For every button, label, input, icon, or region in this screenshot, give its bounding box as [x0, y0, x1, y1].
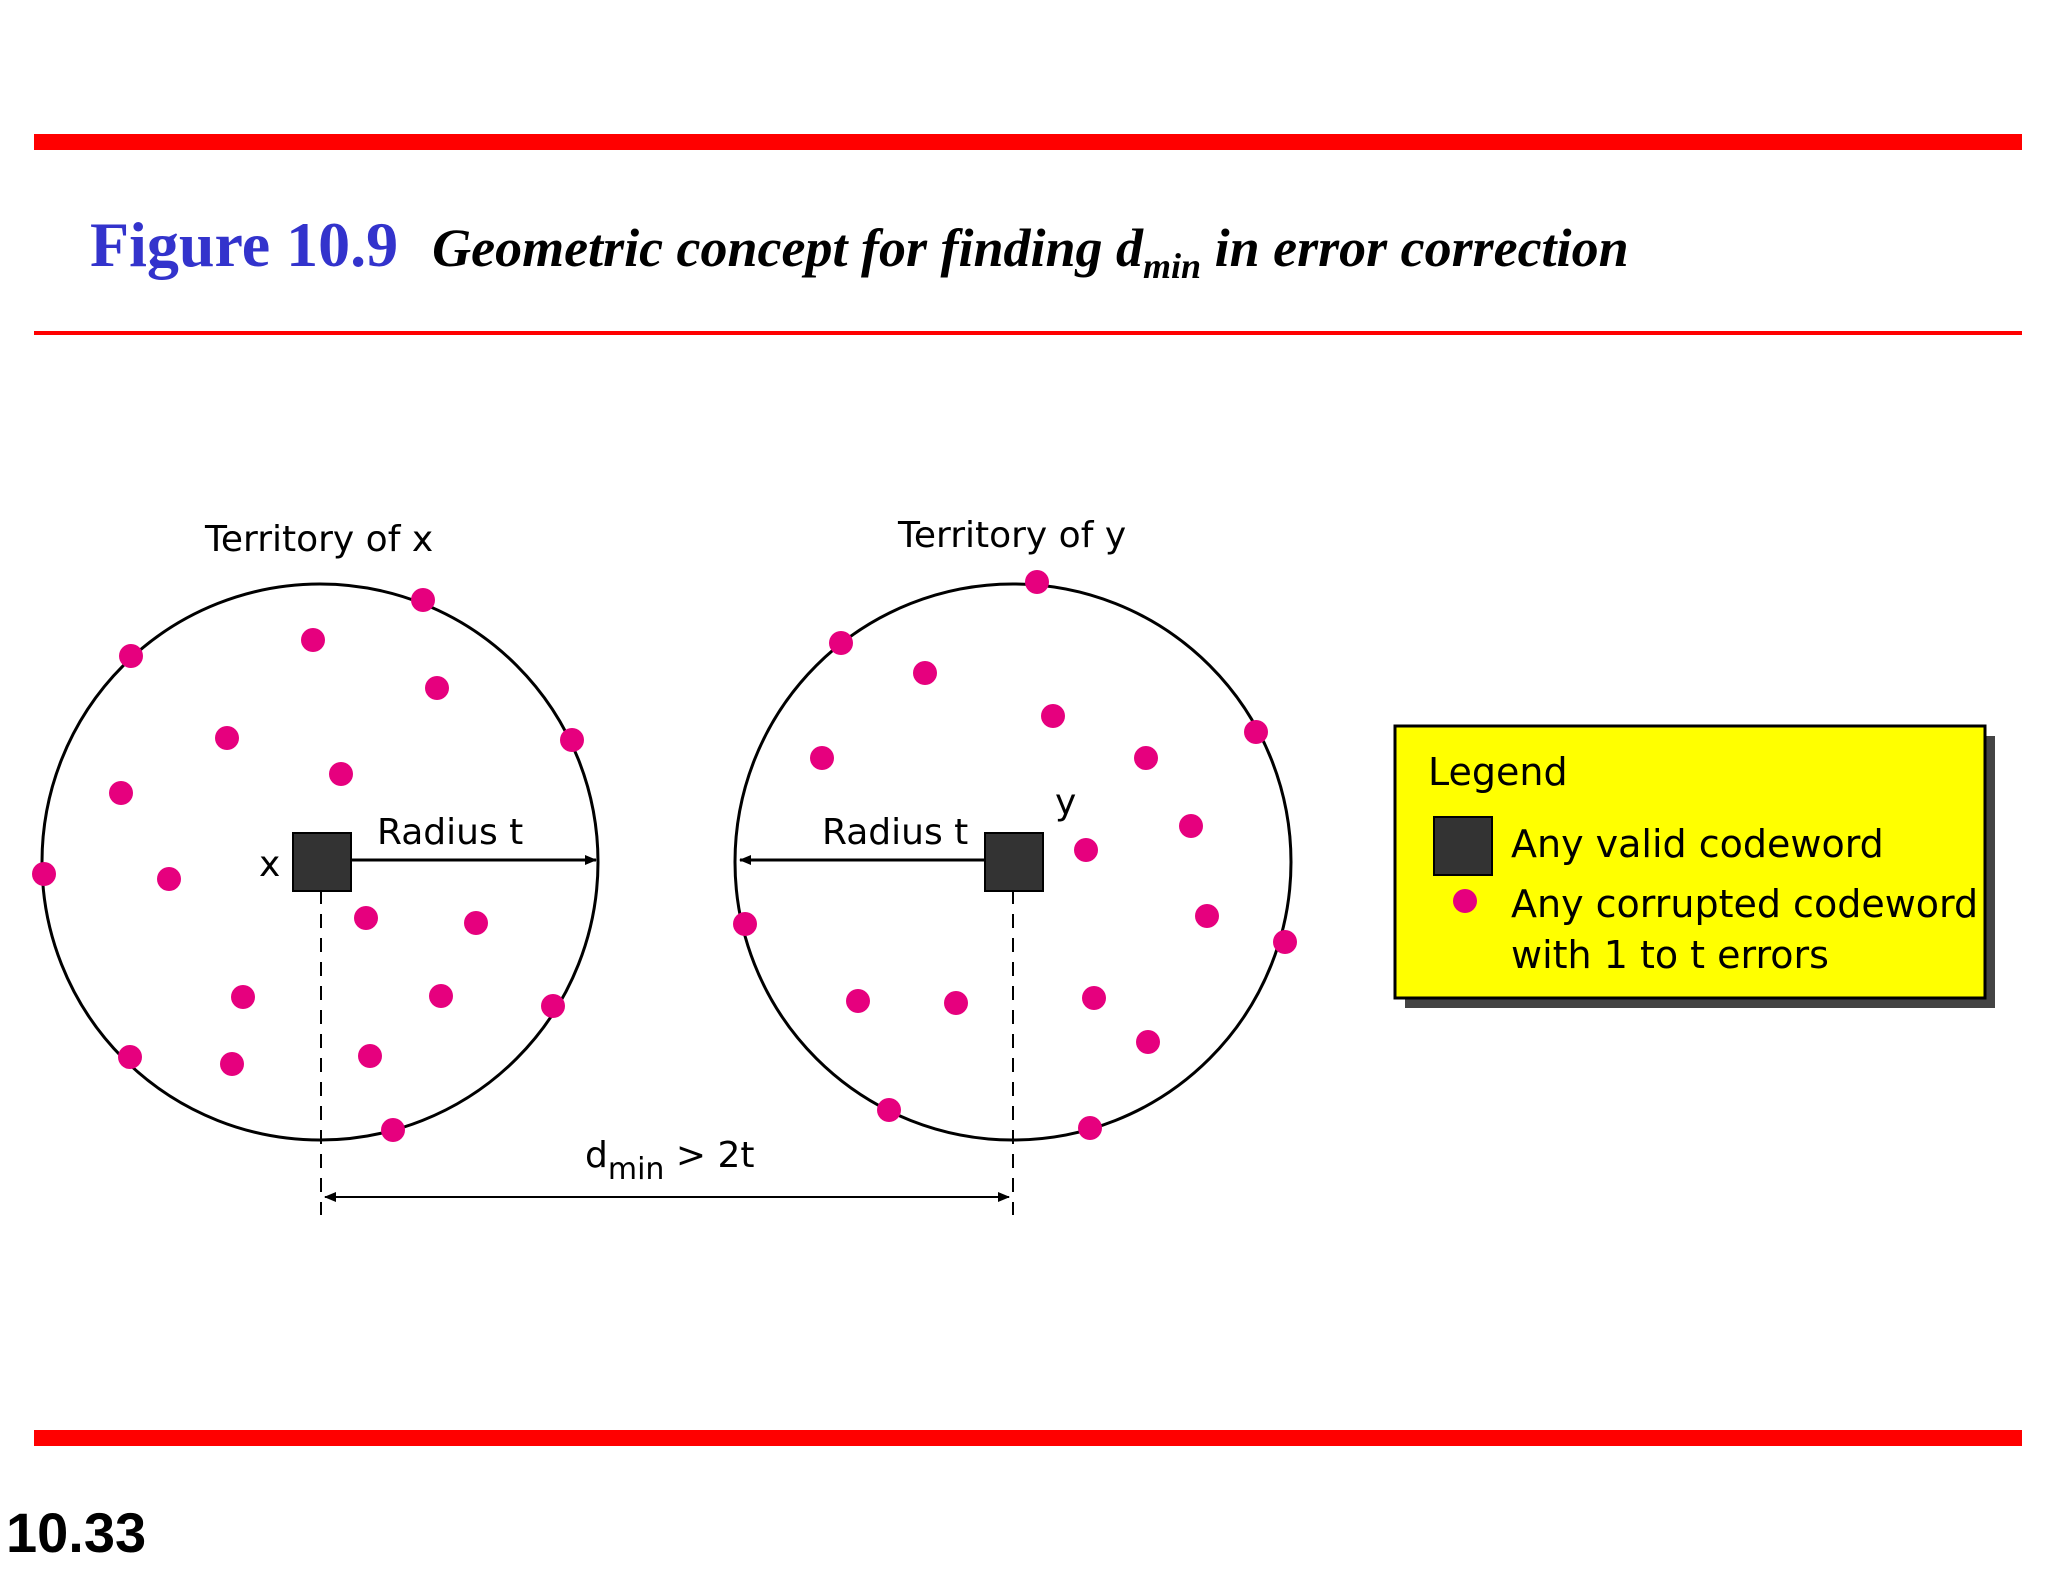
- corrupted-dot: [32, 862, 56, 886]
- corrupted-dot: [944, 991, 968, 1015]
- corrupted-dot: [157, 867, 181, 891]
- corrupted-dot: [215, 726, 239, 750]
- corrupted-dot: [913, 661, 937, 685]
- corrupted-dot: [220, 1052, 244, 1076]
- corrupted-dot: [1078, 1116, 1102, 1140]
- distance-label: [585, 1135, 755, 1187]
- corrupted-dot: [1195, 904, 1219, 928]
- corrupted-dot: [810, 746, 834, 770]
- territory-x-label: Territory of x: [205, 519, 434, 560]
- caption-main: Geometric concept for finding d: [432, 218, 1144, 278]
- corrupted-dot: [733, 912, 757, 936]
- corrupted-dot: [109, 781, 133, 805]
- distance-label-d: d: [585, 1135, 608, 1176]
- corrupted-dot: [301, 628, 325, 652]
- corrupted-dot: [381, 1118, 405, 1142]
- corrupted-dot: [829, 631, 853, 655]
- corrupted-dot: [1074, 838, 1098, 862]
- codeword-x-label: x: [259, 844, 281, 885]
- corrupted-dot: [411, 588, 435, 612]
- caption-subscript: min: [1143, 245, 1202, 286]
- legend-valid-square: [1434, 817, 1492, 875]
- codeword-y-label: y: [1055, 782, 1077, 823]
- corrupted-dot: [425, 676, 449, 700]
- corrupted-dot: [354, 906, 378, 930]
- corrupted-dot: [1244, 720, 1268, 744]
- corrupted-dot: [846, 989, 870, 1013]
- corrupted-dot: [1136, 1030, 1160, 1054]
- corrupted-dot: [119, 644, 143, 668]
- corrupted-dot: [541, 994, 565, 1018]
- legend-corrupted-line1: Any corrupted codeword: [1511, 882, 1979, 926]
- bottom-red-rule: [34, 1430, 2022, 1446]
- legend-valid-label: Any valid codeword: [1511, 822, 1884, 866]
- corrupted-dot: [1273, 930, 1297, 954]
- corrupted-dot: [429, 984, 453, 1008]
- corrupted-dot: [1082, 986, 1106, 1010]
- corrupted-dot: [877, 1098, 901, 1122]
- corrupted-dot: [358, 1044, 382, 1068]
- corrupted-dot: [118, 1045, 142, 1069]
- page-number: 10.33: [6, 1501, 147, 1564]
- legend-title: Legend: [1428, 750, 1568, 794]
- corrupted-dot: [1134, 746, 1158, 770]
- corrupted-dot: [560, 728, 584, 752]
- legend-corrupted-line2: with 1 to t errors: [1511, 933, 1829, 977]
- radius-label-left: Radius t: [377, 812, 524, 853]
- caption-end: in error correction: [1201, 218, 1629, 278]
- legend-box: [1395, 726, 1995, 1008]
- corrupted-dot: [231, 985, 255, 1009]
- corrupted-dot: [1025, 570, 1049, 594]
- radius-label-right: Radius t: [822, 812, 969, 853]
- legend-corrupted-dot: [1453, 889, 1477, 913]
- valid-codeword-x: [293, 833, 351, 891]
- corrupted-dot: [464, 911, 488, 935]
- distance-label-sub: min: [607, 1152, 665, 1187]
- corrupted-dot: [1179, 814, 1203, 838]
- corrupted-dot: [1041, 704, 1065, 728]
- distance-label-rest: > 2t: [664, 1135, 755, 1176]
- valid-codeword-y: [985, 833, 1043, 891]
- territory-y-label: Territory of y: [898, 515, 1127, 556]
- corrupted-dot: [329, 762, 353, 786]
- figure-number: Figure 10.9: [90, 209, 399, 280]
